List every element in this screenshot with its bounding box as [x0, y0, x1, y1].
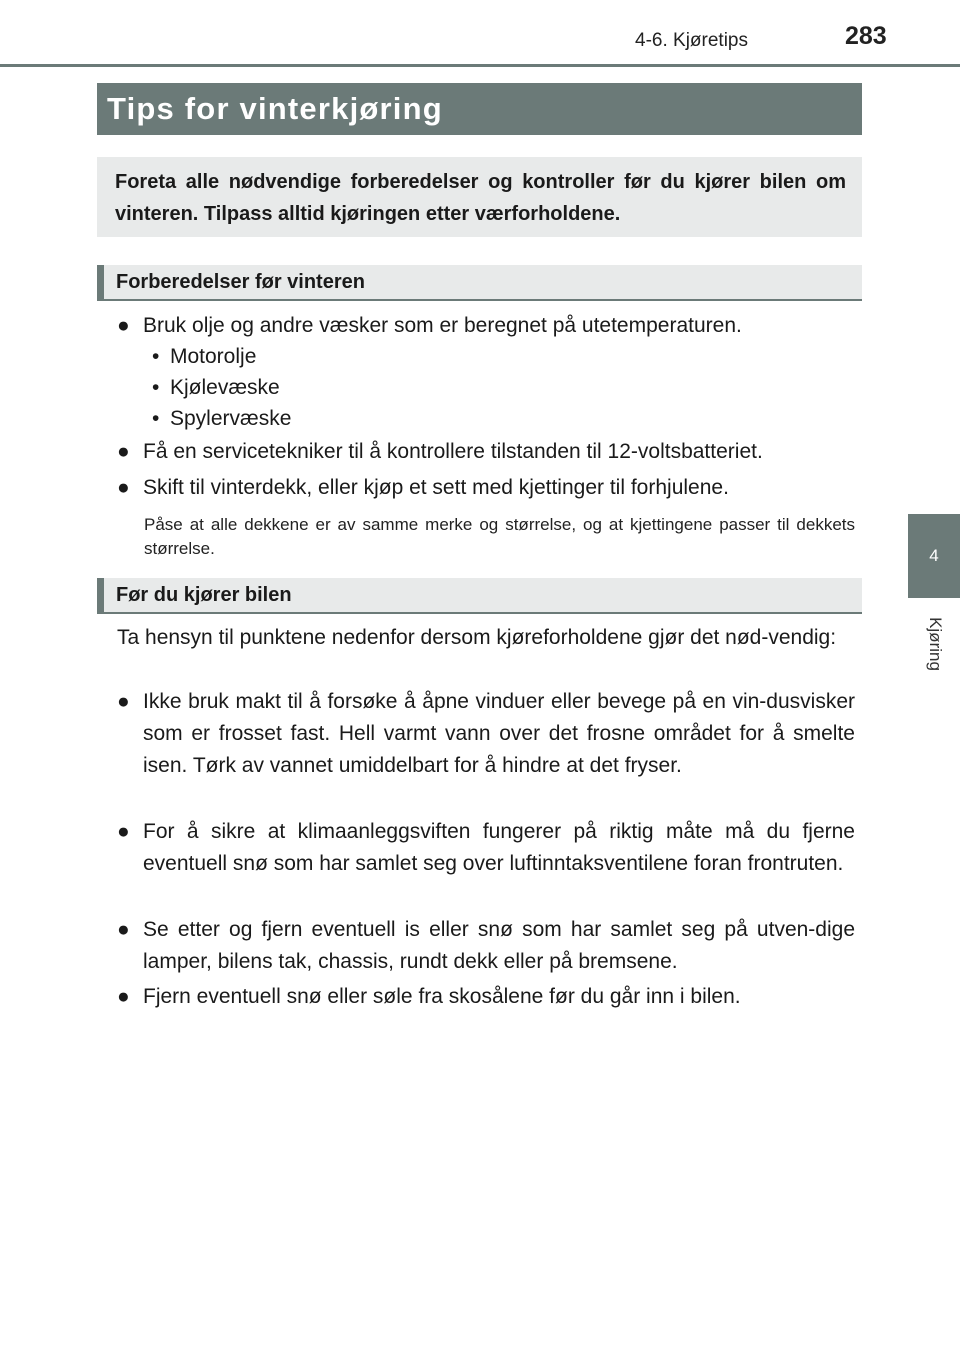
list-item-text: Bruk olje og andre væsker som er beregnet på utetemperaturen. — [143, 314, 742, 337]
bullet-icon: ● — [117, 690, 130, 713]
bullet-icon: ● — [117, 918, 130, 941]
sub-list-item-text: Kjølevæske — [170, 376, 280, 399]
chapter-label-container — [905, 612, 960, 676]
intro-text: Foreta alle nødvendige forberedelser og kontroller før du kjører bilen om vinteren. Tilpass alltid kjøringen etter værforholdene. — [115, 171, 846, 225]
page-number: 283 — [845, 22, 887, 50]
section-intro: Ta hensyn til punktene nedenfor dersom kjøreforholdene gjør det nød-vendig: — [117, 626, 837, 649]
note-text: Påse at alle dekkene er av samme merke og størrelse, og at kjettingene passer til dekkets størrelse. — [144, 515, 855, 558]
chapter-tab — [908, 514, 960, 598]
bullet-icon: ● — [117, 476, 130, 499]
list-item-text: Se etter og fjern eventuell is eller snø som har samlet seg på utven-dige lamper, bilens tak, chassis, rundt dekk eller på bremsene. — [143, 918, 855, 973]
intro-box — [97, 157, 862, 237]
list-item — [117, 816, 855, 880]
list-item-text: Ikke bruk makt til å forsøke å åpne vinduer eller bevege på en vin-dusvisker som er frosset fast. Hell varmt vann over det frosne området for å smelte isen. Tørk av vannet umiddelbart for å hindre at det fryser. — [143, 690, 855, 777]
chapter-label: Kjøring — [925, 617, 945, 671]
bullet-icon: ● — [117, 440, 130, 463]
list-item-text: Fjern eventuell snø eller søle fra skosålene før du går inn i bilen. — [143, 985, 741, 1008]
sub-bullet-icon: • — [152, 407, 160, 430]
list-item-text: For å sikre at klimaanleggsviften fungerer på riktig måte må du fjerne eventuell snø som har samlet seg over luftinntaksventilene foran frontruten. — [143, 820, 855, 875]
sub-list-item-text: Motorolje — [170, 345, 257, 368]
list-item — [117, 981, 855, 1013]
bullet-icon: ● — [117, 985, 130, 1008]
section-heading-winter-prep: Forberedelser før vinteren — [97, 265, 862, 301]
section-heading-before-driving: Før du kjører bilen — [97, 578, 862, 614]
bullet-icon: ● — [117, 820, 130, 843]
list-item — [117, 436, 855, 468]
bullet-icon: ● — [117, 314, 130, 337]
list-item — [117, 472, 855, 504]
sub-bullet-icon: • — [152, 345, 160, 368]
section-label: 4-6. Kjøretips — [635, 30, 748, 51]
list-item-text: Få en servicetekniker til å kontrollere tilstanden til 12-voltsbatteriet. — [143, 440, 763, 463]
list-item — [117, 686, 855, 782]
sub-list-item — [152, 403, 291, 435]
chapter-number: 4 — [929, 546, 939, 565]
header-rule — [0, 64, 960, 67]
sub-list-item — [152, 372, 280, 404]
list-item — [117, 914, 855, 978]
list-item-text: Skift til vinterdekk, eller kjøp et sett med kjettinger til forhjulene. — [143, 476, 729, 499]
sub-list-item-text: Spylervæske — [170, 407, 292, 430]
list-item — [117, 310, 855, 342]
sub-bullet-icon: • — [152, 376, 160, 399]
sub-list-item — [152, 341, 256, 373]
page-title: Tips for vinterkjøring — [97, 83, 862, 135]
